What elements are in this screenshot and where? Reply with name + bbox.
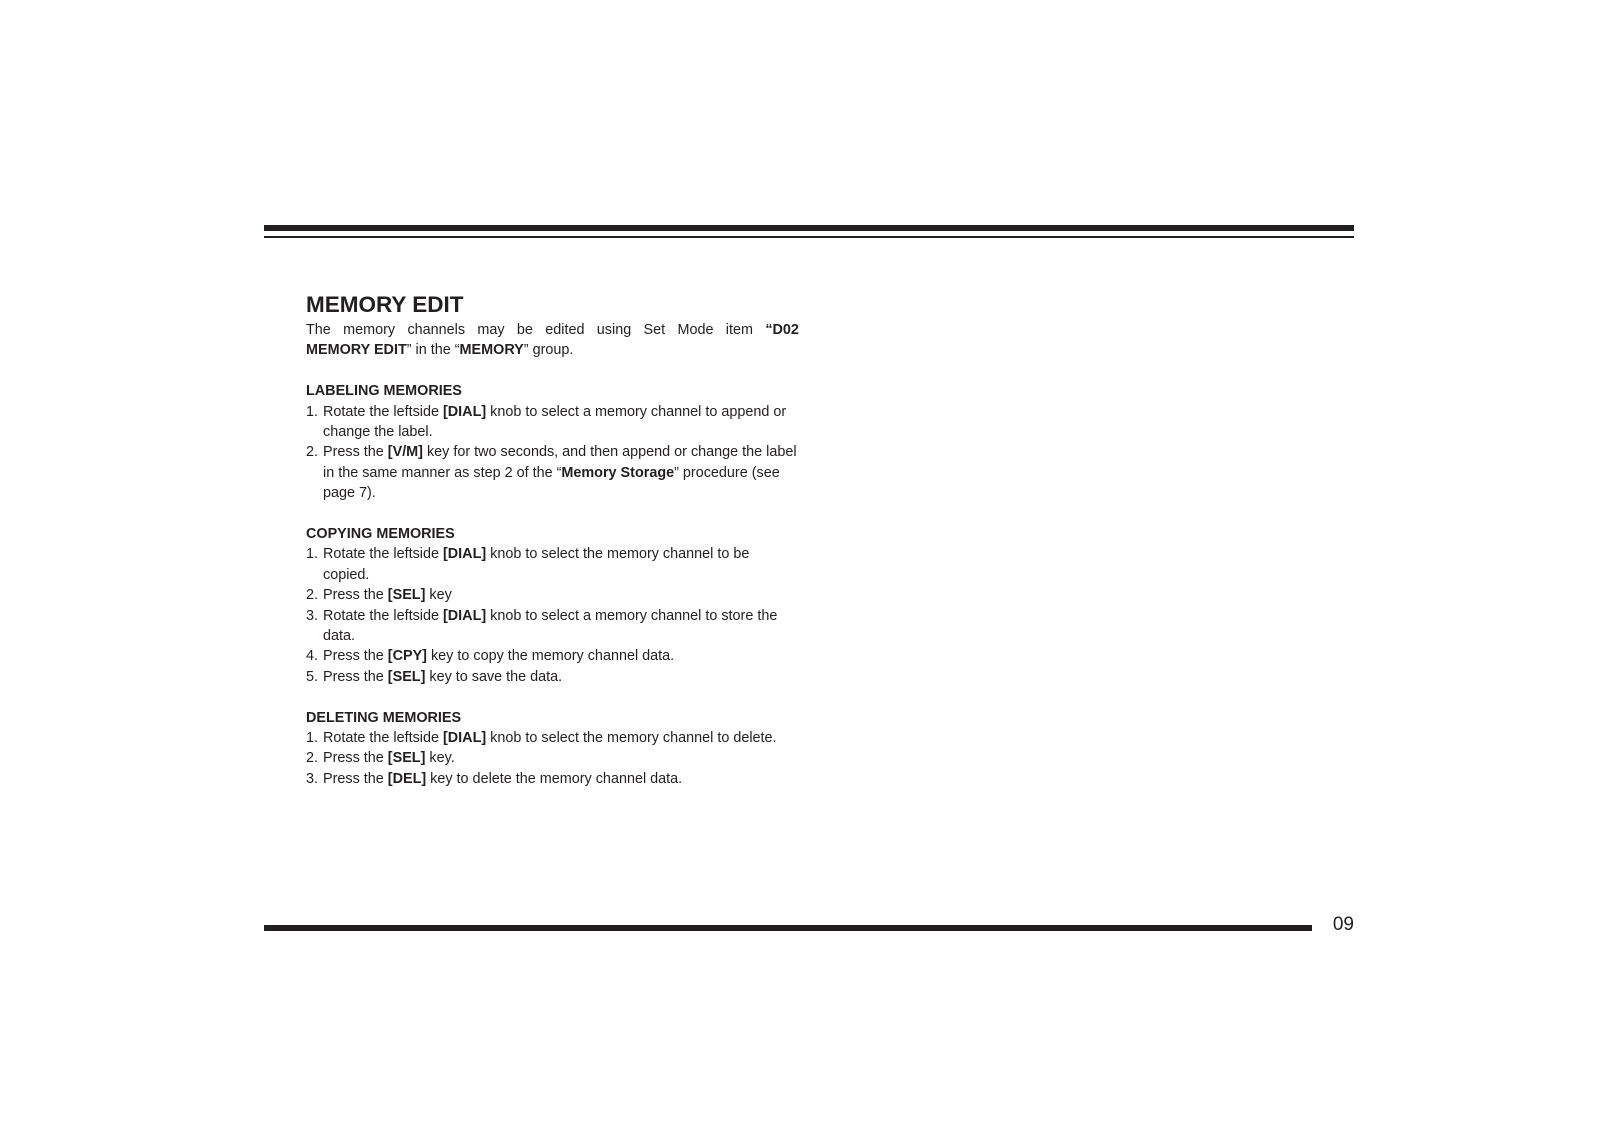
step-text: [323, 606, 799, 647]
key-label: [DIAL]: [443, 403, 487, 420]
step-text: [323, 667, 799, 687]
key-label: [DIAL]: [443, 546, 487, 563]
header-rule-thick: [264, 225, 1354, 231]
step-text-part: Press the: [323, 587, 388, 604]
step-item: [306, 667, 799, 687]
procedure-name: Memory Storage: [561, 464, 675, 481]
key-label: [DEL]: [387, 770, 427, 787]
step-text: [323, 442, 799, 503]
step-number: 1.: [306, 546, 319, 563]
intro-paragraph: [306, 320, 799, 361]
intro-line-2: [306, 340, 799, 360]
step-number: 4.: [306, 648, 319, 665]
page-number: 09: [1332, 914, 1354, 935]
key-label: [V/M]: [387, 444, 423, 461]
key-label: [DIAL]: [443, 730, 487, 747]
step-text: [323, 646, 799, 666]
step-number: 2.: [306, 750, 319, 767]
intro-word: be: [516, 322, 533, 338]
step-item: [306, 728, 799, 748]
key-label: [SEL]: [387, 750, 426, 767]
intro-word: memory: [343, 322, 396, 338]
intro-word: item: [725, 322, 753, 338]
step-text-part: Press the: [323, 770, 388, 787]
step-text: [323, 544, 799, 585]
step-text-part: Rotate the leftside: [323, 403, 443, 420]
step-text: [323, 728, 799, 748]
step-text-part: key for two seconds, and then append or change the label in the same manner as step 2 of the “: [323, 444, 797, 481]
step-text-part: key to copy the memory channel data.: [426, 648, 675, 665]
step-text-part: knob to select a memory channel to append or change the label.: [323, 403, 787, 441]
section-heading-deleting: DELETING MEMORIES: [306, 709, 462, 726]
step-item: [306, 585, 799, 605]
footer-rule: [264, 925, 1312, 931]
step-text-part: key.: [425, 750, 455, 767]
section-heading-copying: COPYING MEMORIES: [306, 526, 455, 543]
step-item: [306, 544, 799, 585]
intro-word: using: [596, 322, 632, 338]
intro-text: ” in the “: [406, 342, 460, 359]
intro-word: The: [306, 322, 331, 338]
step-number: 2.: [306, 444, 319, 461]
deleting-section: [306, 708, 799, 790]
step-item: [306, 442, 799, 503]
step-text-part: Press the: [323, 648, 388, 665]
key-label: [SEL]: [387, 668, 426, 685]
intro-line-1: [306, 320, 799, 340]
step-text-part: key: [425, 587, 452, 604]
step-text-part: Press the: [323, 668, 388, 685]
step-item: [306, 769, 799, 789]
step-item: [306, 402, 799, 443]
step-item: [306, 606, 799, 647]
step-text: [323, 748, 799, 768]
step-text-part: knob to select a memory channel to store the data.: [323, 607, 778, 645]
intro-text: ” group.: [523, 342, 574, 359]
intro-word: Mode: [677, 322, 714, 338]
intro-word: Set: [643, 322, 666, 338]
intro-word: may: [477, 322, 505, 338]
memory-edit-section: [306, 291, 799, 789]
deleting-steps: [306, 728, 799, 789]
labeling-section: [306, 381, 799, 503]
labeling-steps: [306, 402, 799, 504]
intro-bold-term: MEMORY: [459, 342, 524, 359]
key-label: [CPY]: [387, 648, 427, 665]
step-number: 5.: [306, 668, 319, 685]
page-title: MEMORY EDIT: [306, 292, 464, 317]
step-text-part: key to save the data.: [425, 668, 563, 685]
intro-word: edited: [545, 322, 585, 338]
step-item: [306, 646, 799, 666]
step-text-part: key to delete the memory channel data.: [426, 770, 683, 787]
intro-word: channels: [407, 322, 466, 338]
step-number: 3.: [306, 770, 319, 787]
step-text-part: knob to select the memory channel to be copied.: [323, 546, 750, 583]
copying-section: [306, 524, 799, 687]
section-heading-labeling: LABELING MEMORIES: [306, 383, 462, 400]
step-text-part: Rotate the leftside: [323, 607, 443, 624]
intro-bold-term: MEMORY EDIT: [306, 342, 407, 359]
step-text-part: Press the: [323, 750, 388, 767]
step-text-part: Press the: [323, 444, 388, 461]
step-number: 1.: [306, 730, 319, 747]
step-text: [323, 585, 799, 605]
step-number: 2.: [306, 587, 319, 604]
intro-word-bold: “D02: [765, 322, 799, 338]
key-label: [DIAL]: [443, 607, 487, 624]
step-text-part: Rotate the leftside: [323, 546, 443, 563]
step-text: [323, 402, 799, 443]
step-text-part: ” procedure (see page 7).: [323, 464, 780, 502]
step-text: [323, 769, 799, 789]
step-number: 3.: [306, 607, 319, 624]
header-rule-thin: [264, 236, 1354, 238]
step-text-part: Rotate the leftside: [323, 730, 443, 747]
step-text-part: knob to select the memory channel to delete.: [486, 730, 777, 747]
key-label: [SEL]: [387, 587, 426, 604]
copying-steps: [306, 544, 799, 687]
step-item: [306, 748, 799, 768]
step-number: 1.: [306, 403, 319, 420]
